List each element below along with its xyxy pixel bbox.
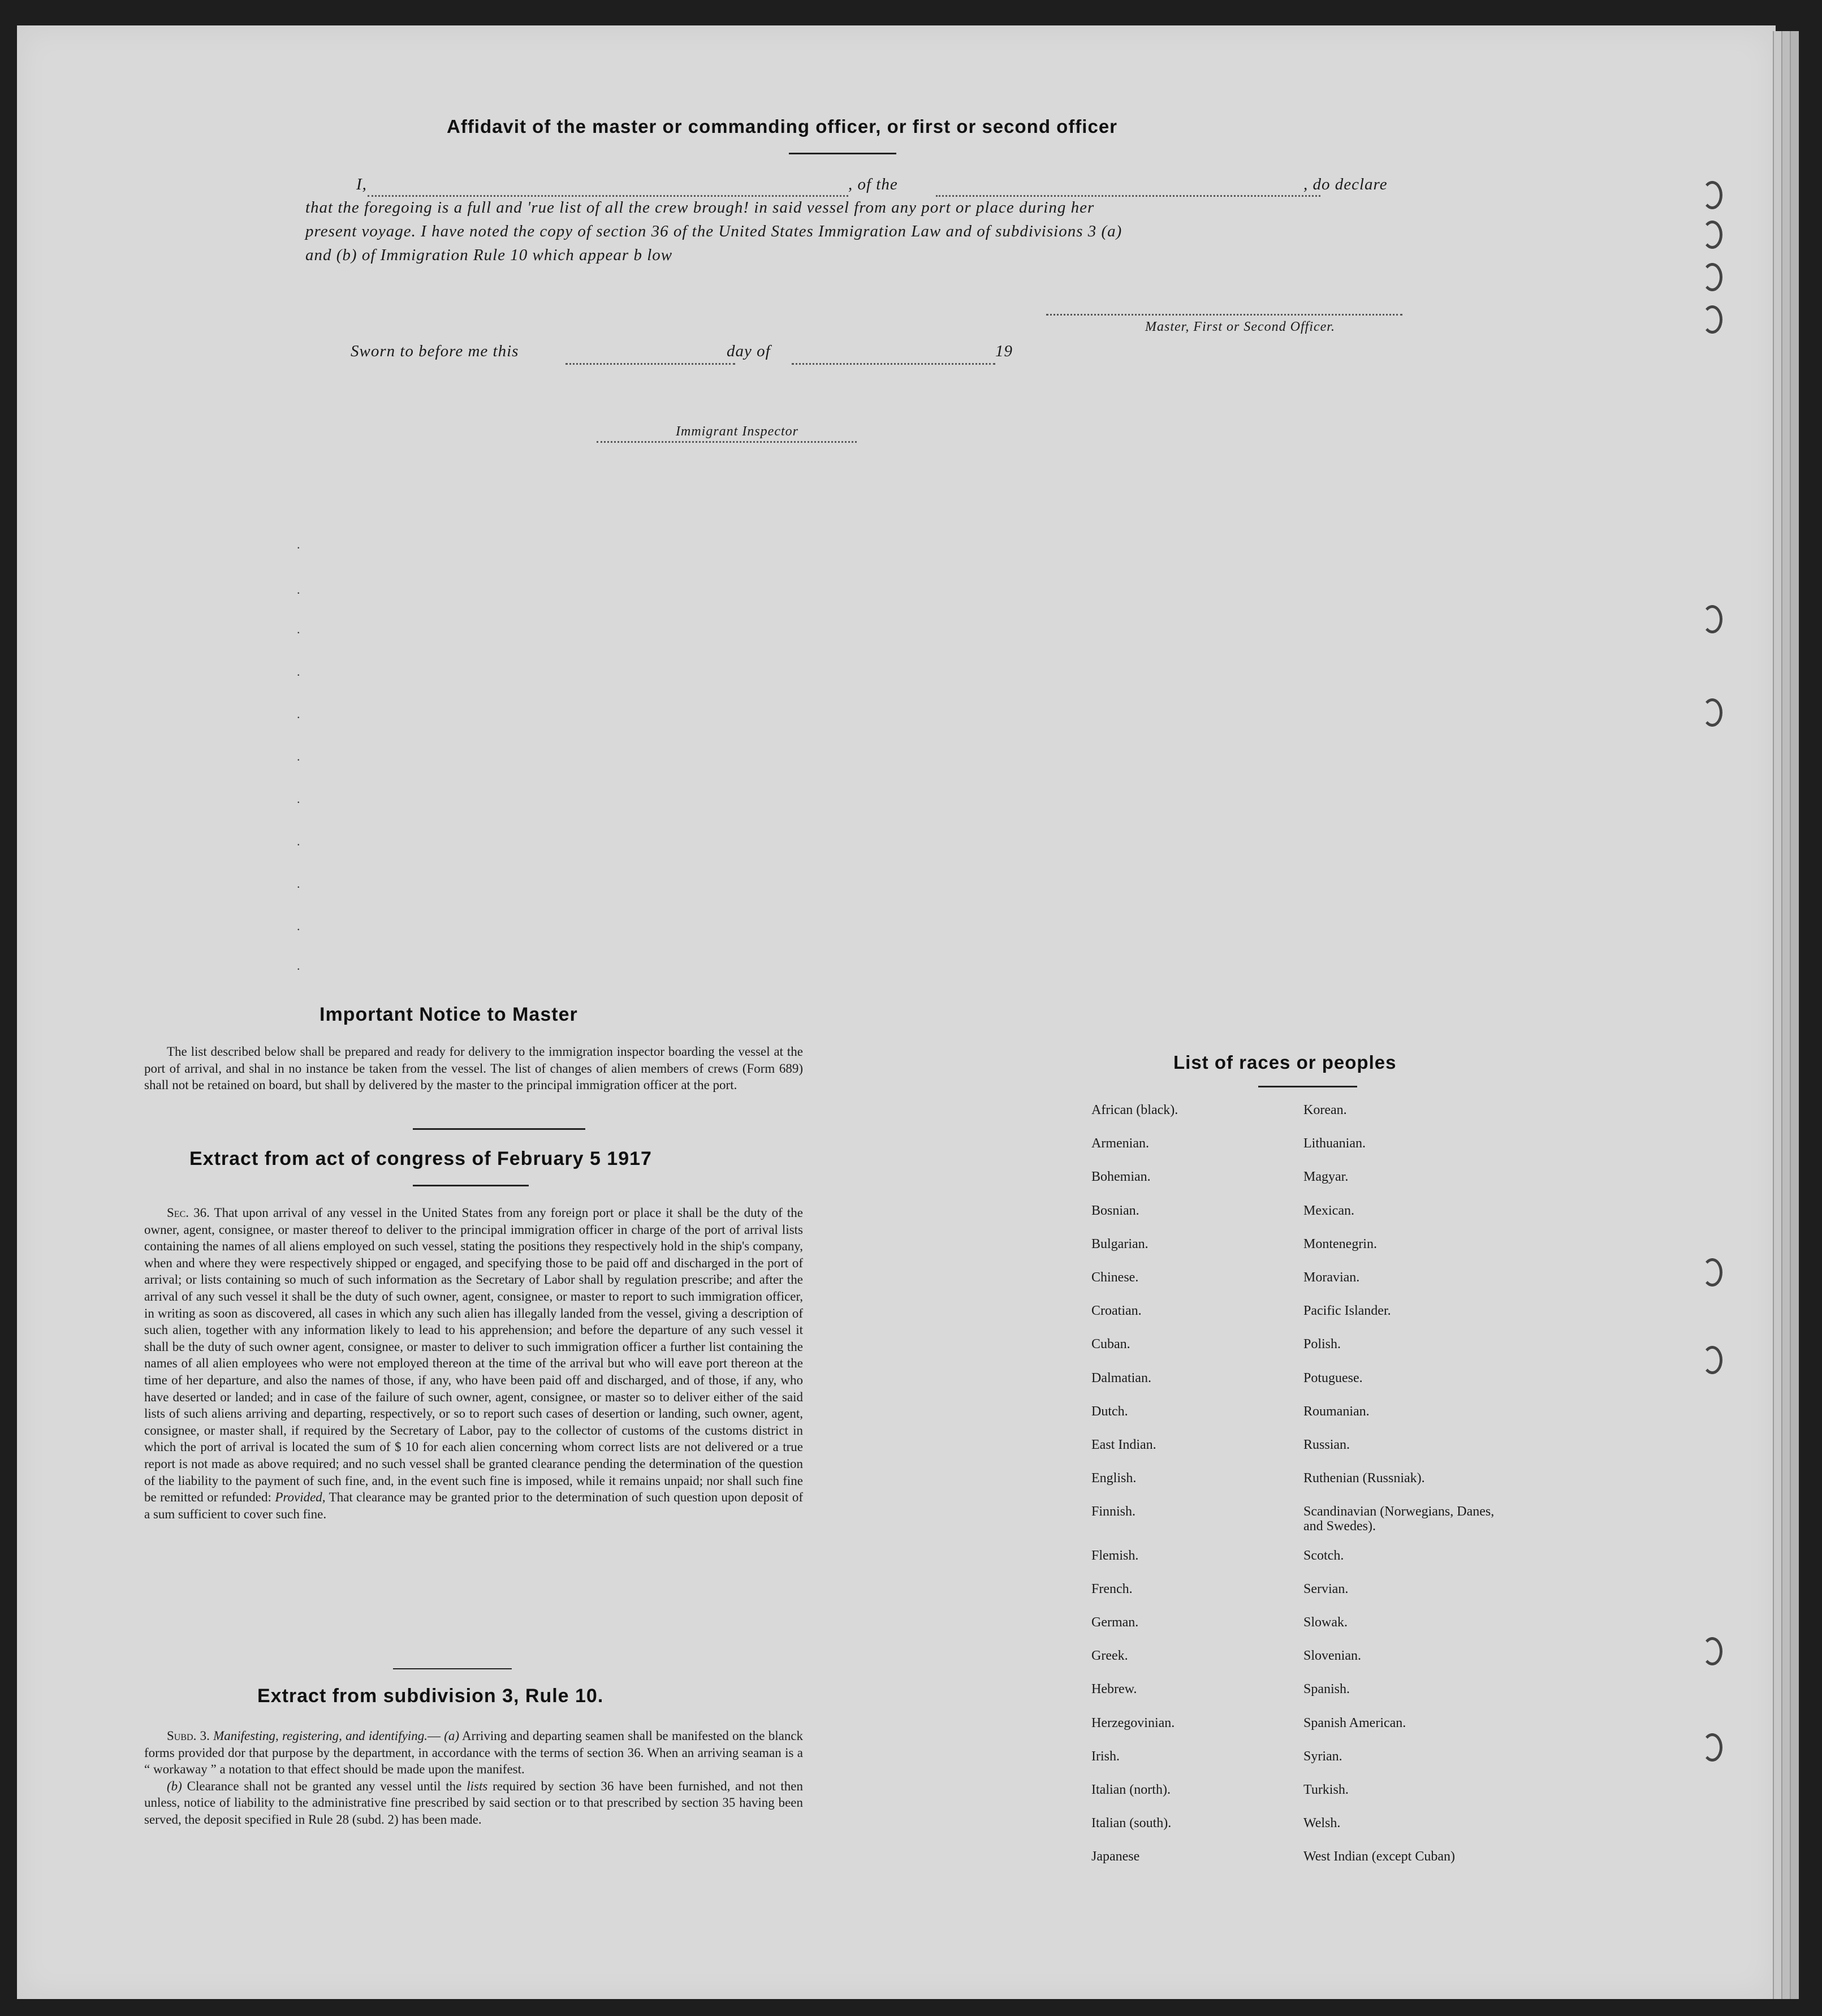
race-item: Korean.	[1303, 1103, 1347, 1117]
race-item: Slowak.	[1303, 1615, 1348, 1630]
page-edge	[1781, 31, 1790, 1999]
race-item: Finnish.	[1091, 1504, 1136, 1519]
race-item: Dutch.	[1091, 1404, 1128, 1419]
race-item: German.	[1091, 1615, 1139, 1630]
extract-act-text: Sec. 36. That upon arrival of any vessel in the United States from any foreign port or place it shall be the duty of the owner, agent, consignee, or master thereof to deliver to the principal immigration officer in charge of the port of arrival lists containing the names of all aliens employed on such vessel, stating the positions they respectively hold in the ship's company, when and where they were respectively shipped or engaged, and specifying those to be paid off and discharged in the port of arrival; or lists containing so much of such information as the Secretary of Labor shall by regulation prescribe; and after the arrival of any such vessel it shall be the duty of such owner, agent, consignee, or master to report to such immigration officer, in writing as soon as discovered, all cases in which any such alien has illegally landed from the vessel, giving a description of such alien, together with any information likely to lead to his apprehension; and before the departure of any such vessel it shall be the duty of such owner agent, consignee, or master to deliver to such immigration officer a further list containing the names of all alien employees who were not employed thereon at the time of the arrival but who will eave port thereon at the time of her departure, and also the names of those, if any, who have been paid off and discharged, and of those, if any, who have deserted or landed; and in case of the failure of such owner, agent, consignee, or master so to deliver either of the said lists of such aliens arriving and departing, respectively, or so to report such cases of desertion or landing, such owner, agent, consignee, or master shall, if required by the Secretary of Labor, pay to the collector of customs of the customs district in which the port of arrival is located the sum of $ 10 for each alien concerning whom correct lists are not delivered or a true report is not made as above required; and no such vessel shall be granted clearance pending the determination of the question of the liability to the payment of such fine, and, in the event such fine is imposed, while it remains unpaid; nor shall such fine be remitted or refunded: Provided, That clearance may be granted prior to the determination of such question upon deposit of a sum sufficient to cover such fine.	[144, 1206, 804, 1521]
row-mark: .	[297, 622, 300, 636]
race-item: Scotch.	[1303, 1548, 1344, 1563]
master-signature-label: Master, First or Second Officer.	[1145, 320, 1335, 334]
race-item: African (black).	[1091, 1103, 1178, 1117]
extract-rule-title: Extract from subdivision 3, Rule 10.	[257, 1685, 604, 1707]
race-item: East Indian.	[1091, 1437, 1156, 1452]
row-mark: .	[297, 707, 300, 721]
affidavit-of-the: , of the	[848, 175, 898, 193]
declarant-name-blank[interactable]	[368, 195, 848, 197]
sworn-prefix: Sworn to before me this	[351, 342, 519, 360]
race-item: Pacific Islander.	[1303, 1303, 1391, 1319]
race-item: West Indian (except Cuban)	[1303, 1849, 1455, 1864]
race-item: Slovenian.	[1303, 1648, 1361, 1664]
affidavit-line-3: present voyage. I have noted the copy of section 36 of the United States Immigration Law and of subdivisions 3 (a)	[305, 222, 1122, 240]
race-item: Scandinavian (Norwegians, Danes, and Swedes).	[1303, 1504, 1495, 1534]
race-item: Ruthenian (Russniak).	[1303, 1471, 1425, 1486]
row-mark: .	[297, 582, 300, 597]
affidavit-title: Affidavit of the master or commanding officer, or first or second officer	[447, 116, 1118, 137]
affidavit-title-rule	[789, 153, 896, 154]
sworn-year: 19	[995, 342, 1013, 360]
race-item: Flemish.	[1091, 1548, 1139, 1563]
race-item: Dalmatian.	[1091, 1370, 1151, 1385]
master-signature-blank[interactable]	[1046, 314, 1402, 316]
race-item: Italian (north).	[1091, 1782, 1171, 1797]
race-item: Spanish American.	[1303, 1715, 1406, 1730]
binder-hole-icon	[1702, 1258, 1722, 1287]
race-item: Welsh.	[1303, 1816, 1341, 1831]
affidavit-do-declare: , do declare	[1303, 175, 1388, 193]
row-mark: .	[297, 919, 300, 933]
race-item: Bohemian.	[1091, 1169, 1151, 1185]
inspector-signature-blank[interactable]	[597, 441, 857, 443]
page-edge	[1773, 31, 1782, 1999]
row-mark: .	[297, 664, 300, 679]
form-page	[17, 25, 1776, 1999]
race-item: Magyar.	[1303, 1169, 1349, 1185]
row-mark: .	[297, 792, 300, 806]
race-item: Herzegovinian.	[1091, 1715, 1175, 1730]
race-item: Polish.	[1303, 1337, 1341, 1352]
affidavit-line-1: I,	[356, 175, 367, 193]
race-item: Armenian.	[1091, 1136, 1149, 1151]
inspector-label: Immigrant Inspector	[676, 424, 798, 439]
race-item: Montenegrin.	[1303, 1236, 1377, 1251]
extract-act-title: Extract from act of congress of February 5 1917	[189, 1148, 652, 1169]
race-item: Bosnian.	[1091, 1203, 1139, 1218]
race-item: Hebrew.	[1091, 1682, 1137, 1697]
races-title-rule	[1258, 1086, 1357, 1087]
binder-hole-icon	[1702, 181, 1722, 209]
race-item: Chinese.	[1091, 1270, 1139, 1285]
binder-hole-icon	[1702, 305, 1722, 334]
race-item: Mexican.	[1303, 1203, 1354, 1218]
sworn-day-of: day of	[727, 342, 771, 360]
notice-title: Important Notice to Master	[320, 1004, 578, 1025]
races-title: List of races or peoples	[1173, 1052, 1397, 1073]
row-mark: .	[297, 834, 300, 848]
section-label: Sec. 36.	[167, 1206, 210, 1220]
row-mark: .	[297, 537, 300, 551]
race-item: Moravian.	[1303, 1270, 1360, 1285]
extract-act-end-rule	[393, 1668, 512, 1669]
race-item: Bulgarian.	[1091, 1236, 1149, 1251]
binder-hole-icon	[1702, 605, 1722, 633]
notice-rule	[413, 1128, 585, 1130]
binder-hole-icon	[1702, 1637, 1722, 1665]
sworn-day-blank[interactable]	[565, 363, 735, 365]
race-item: Roumanian.	[1303, 1404, 1370, 1419]
race-item: Cuban.	[1091, 1337, 1130, 1352]
binder-hole-icon	[1702, 1346, 1722, 1374]
race-item: Irish.	[1091, 1749, 1120, 1764]
race-item: Spanish.	[1303, 1682, 1350, 1697]
affidavit-line-4: and (b) of Immigration Rule 10 which appear b low	[305, 246, 673, 264]
affidavit-line-2: that the foregoing is a full and 'rue list of all the crew brough! in said vessel from any port or place during her	[305, 198, 1095, 217]
race-item: Syrian.	[1303, 1749, 1342, 1764]
race-item: Russian.	[1303, 1437, 1350, 1452]
sworn-month-blank[interactable]	[792, 363, 995, 365]
race-item: French.	[1091, 1581, 1133, 1596]
page-edge	[1790, 31, 1799, 1999]
binder-hole-icon	[1702, 698, 1722, 727]
binder-hole-icon	[1702, 221, 1722, 249]
race-item: Servian.	[1303, 1581, 1349, 1596]
race-item: Italian (south).	[1091, 1816, 1172, 1831]
race-item: English.	[1091, 1471, 1137, 1486]
race-item: Greek.	[1091, 1648, 1128, 1664]
vessel-name-blank[interactable]	[936, 195, 1320, 197]
race-item: Lithuanian.	[1303, 1136, 1366, 1151]
race-item: Potuguese.	[1303, 1370, 1363, 1385]
binder-hole-icon	[1702, 263, 1722, 291]
row-mark: .	[297, 877, 300, 891]
extract-rule-text: Subd. 3. Manifesting, registering, and identifying.— (a) Arriving and departing seamen shall be manifested on the blanck forms provided dor that purpose by the department, in accordance with the terms of section 36. When an arriving seaman is a “ workaway ” a notation to that effect should be made upon the manifest. (b) Clearance shall not be granted any vessel until the lists required by section 36 have been furnished, and not then unless, notice of liability to the administrative fine prescribed by said section or to that prescribed by section 35 having been served, the deposit specified in Rule 28 (subd. 2) has been made.	[144, 1729, 804, 1827]
row-mark: .	[297, 959, 300, 973]
race-item: Turkish.	[1303, 1782, 1349, 1797]
race-item: Croatian.	[1091, 1303, 1142, 1319]
binder-hole-icon	[1702, 1733, 1722, 1762]
row-mark: .	[297, 749, 300, 763]
extract-act-rule	[413, 1185, 529, 1186]
race-item: Japanese	[1091, 1849, 1140, 1864]
notice-text: The list described below shall be prepared and ready for delivery to the immigration inspector boarding the vessel at the port of arrival, and shal in no instance be taken from the vessel. The list of changes of alien members of crews (Form 689) shall not be retained on board, but shall by delivered by the master to the principal immigration officer at the port.	[144, 1044, 803, 1093]
